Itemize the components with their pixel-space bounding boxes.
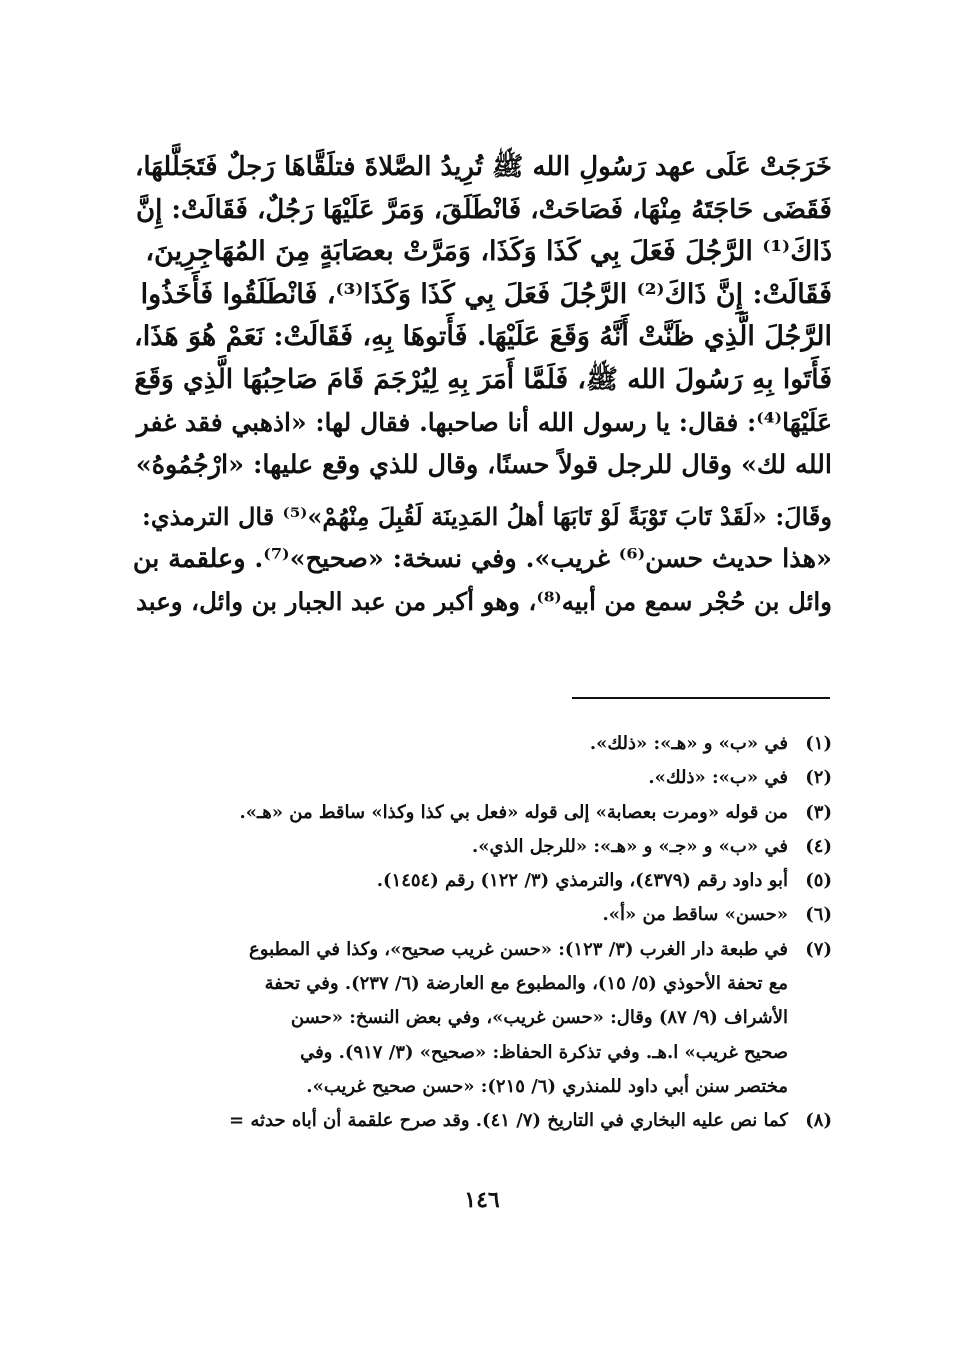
footnote: [110, 933, 832, 1104]
text-line: الله لك» وقال للرجل قولاً حسنًا، وقال للذي وقع عليها: «ارْجُمُوهُ»: [135, 450, 832, 481]
footnote: [110, 864, 832, 898]
text-line: وائل بن حُجْر سمع من أبيه⁽⁸⁾، وهو أكبر من عبد الجبار بن وائل، وعبد: [135, 586, 832, 616]
text-line: خَرَجَتْ عَلَى عهد رَسُولِ الله ﷺ تُرِيدُ الصَّلاةَ فتلَقَّاهَا رَجلٌ فَتَجَلَّلهَا،: [134, 152, 832, 182]
text-line: وقَالَ: «لَقَدْ تَابَ تَوْبَةً لَوْ تَابَهَا أهلُ المَدِينَة لَقُبِلَ مِنْهُمْ»⁽⁵⁾ قال الترمذي:: [142, 501, 832, 531]
footnote-number: (٦): [805, 904, 832, 926]
footnote-text: كما نص عليه البخاري في التاريخ (٧/ ٤١). وقد صرح علقمة أن أباه حدثه =: [229, 1110, 788, 1132]
footnote-text: في «ب» و «هـ»: «ذلك».: [589, 733, 788, 754]
footnote: [110, 898, 832, 932]
footnote-text: أبو داود رقم (٤٣٧٩)، والترمذي (٣/ ١٢٢) رقم (١٤٥٤).: [376, 870, 788, 892]
footnote-number: (٥): [805, 870, 832, 892]
footnotes: [110, 727, 832, 1139]
main-text: [132, 146, 832, 624]
footnote: [110, 727, 832, 761]
footnote: [110, 1104, 832, 1138]
text-line: فَأَتَوا بِهِ رَسُولَ الله ﷺ، فَلَمَّا أَمَرَ بِهِ لِيُرْجَمَ قَامَ صَاحِبُهَا الَّذِي وَقَعَ: [134, 363, 832, 395]
text-line: فَقَضَى حَاجَتَهُ مِنْهَا، فَصَاحَتْ، فَانْطَلَقَ، وَمَرَّ عَلَيْهَا رَجُلٌ، فَقَالَتْ: إِنَّ: [136, 194, 832, 225]
footnote-text: في «ب» و «جـ» و «هـ»: «للرجل الذي».: [471, 835, 788, 857]
footnote-number: (١): [805, 733, 832, 754]
text-line: «هذا حديث حسن⁽⁶⁾ غريب». وفي نسخة: «صحيح»⁽⁷⁾. وعلقمة بن: [132, 544, 832, 575]
footnote-number: (٧): [805, 938, 832, 960]
footnote-text: من قوله «ومرت بعصابة» إلى قوله «فعل بي كذا وكذا» ساقط من «هـ».: [239, 801, 788, 823]
footnote-text: «حسن» ساقط من «أ».: [602, 904, 788, 926]
footnote: [110, 796, 832, 830]
footnote-text: الأشراف (٩/ ٨٧) وقال: «حسن غريب»، وفي بعض النسخ: «حسن: [290, 1007, 788, 1029]
footnote: [110, 830, 832, 864]
text-line: ذَاكَ⁽¹⁾ الرَّجُلَ فَعَلَ بِي كَذَا وَكَذَا، وَمَرَّتْ بعصَابَةٍ مِنَ المُهَاجِرِينَ،: [145, 236, 832, 268]
page-number: ١٤٦: [464, 1187, 500, 1213]
footnote-text: مع تحفة الأحوذي (٥/ ١٥)، والمطبوع مع العارضة (٦/ ٢٣٧). وفي تحفة: [264, 973, 788, 995]
text-line: عَلَيْهَا⁽⁴⁾: فقال: يا رسول الله أنا صاحبها. فقال لها: «اذهبي فقد غفر: [136, 407, 832, 437]
footnote: [110, 761, 832, 795]
footnote-number: (٣): [805, 801, 832, 823]
footnote-text: في طبعة دار الغرب (٣/ ١٢٣): «حسن غريب صحيح»، وكذا في المطبوع: [249, 938, 788, 960]
text-line: الرَّجُلَ الَّذِي ظَنَّتْ أَنَّهُ وَقَعَ عَلَيْهَا. فَأَتوهَا بِهِ، فَقَالَتْ: نَعَمْ هُوَ هَذَا،: [133, 321, 832, 353]
footnote-number: (٤): [805, 835, 832, 857]
footnote-separator: [572, 697, 830, 699]
text-line: فَقَالَتْ: إِنَّ ذَاكَ⁽²⁾ الرَّجُلَ فَعَلَ بِي كَذَا وَكَذَا⁽³⁾، فَانْطَلَقُوا فَأَخَذُوا: [140, 278, 832, 310]
footnote-text: مختصر سنن أبي داود للمنذري (٦/ ٢١٥): «حسن صحيح غريب».: [306, 1075, 788, 1097]
footnote-text: في «ب»: «ذلك».: [648, 767, 788, 789]
footnote-text: صحيح غريب» ا.هـ. وفي تذكرة الحفاظ: «صحيح» (٣/ ٩١٧). وفي: [300, 1041, 788, 1063]
footnote-number: (٢): [805, 767, 832, 789]
footnote-number: (٨): [805, 1110, 832, 1132]
